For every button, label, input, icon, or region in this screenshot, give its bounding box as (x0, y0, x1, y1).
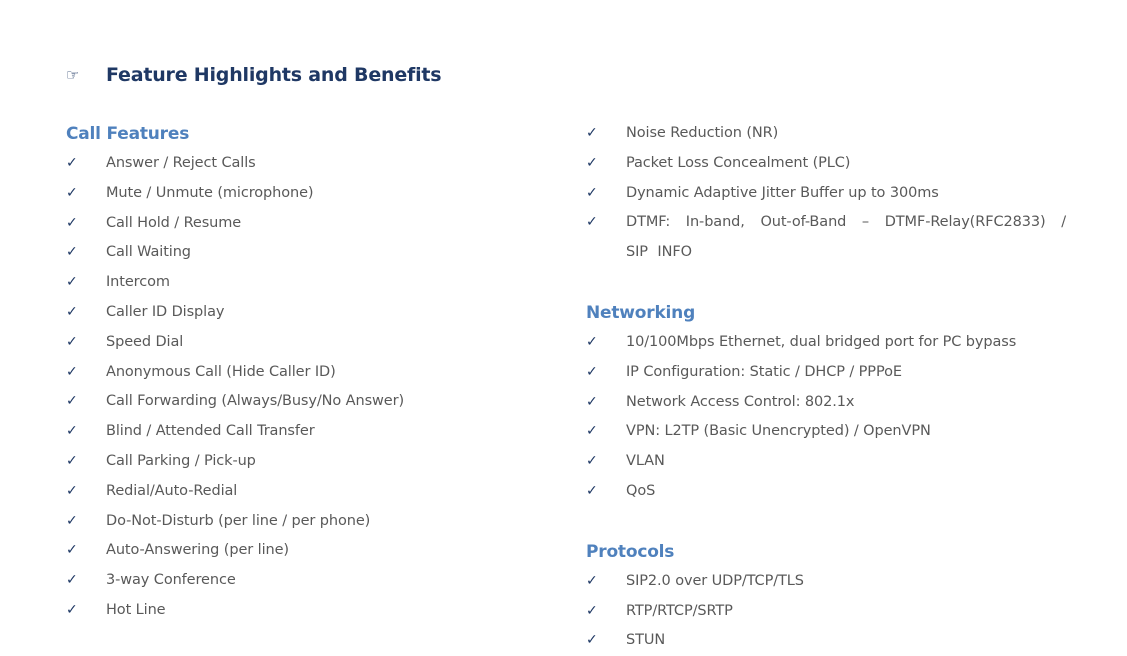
checkmark-icon: ✓ (66, 482, 78, 499)
list-item-text: Call Parking / Pick-up (106, 452, 256, 469)
checkmark-icon: ✓ (66, 274, 78, 291)
checkmark-icon: ✓ (66, 363, 78, 380)
checkmark-icon: ✓ (586, 333, 598, 350)
list-item (66, 596, 506, 626)
list-item-text: Call Hold / Resume (106, 214, 242, 231)
list-item-text: Auto-Answering (per line) (106, 542, 289, 559)
list-item-text: Hot Line (106, 601, 166, 618)
checkmark-icon: ✓ (66, 512, 78, 529)
list-item-text: STUN (626, 632, 666, 649)
checkmark-icon: ✓ (586, 423, 598, 440)
list-item-text: Blind / Attended Call Transfer (106, 423, 315, 440)
list-item (66, 268, 506, 298)
right-column (586, 119, 1066, 656)
list-item-text: SIP2.0 over UDP/TCP/TLS (626, 572, 804, 589)
list-item-text: Speed Dial (106, 333, 184, 350)
checkmark-icon: ✓ (66, 333, 78, 350)
list-item (66, 536, 506, 566)
list-item (66, 298, 506, 328)
call-features-list (66, 149, 506, 626)
checkmark-icon: ✓ (586, 602, 598, 619)
checkmark-icon: ✓ (66, 601, 78, 618)
checkmark-icon: ✓ (66, 542, 78, 559)
list-item-text: Redial/Auto-Redial (106, 482, 238, 499)
checkmark-icon: ✓ (586, 125, 598, 141)
checkmark-icon: ✓ (586, 363, 598, 380)
list-item (66, 417, 506, 447)
checkmark-icon: ✓ (586, 572, 598, 589)
list-item (66, 387, 506, 417)
list-item-text: DTMF: In-band, Out-of-Band – DTMF-Relay(RFC2833) / SIP INFO (626, 214, 1066, 261)
list-item (66, 149, 506, 179)
checkmark-icon: ✓ (66, 184, 78, 201)
checkmark-icon: ✓ (586, 632, 598, 649)
list-item (586, 328, 1066, 358)
checkmark-icon: ✓ (586, 184, 598, 201)
list-item-text: Intercom (106, 274, 170, 291)
list-item (586, 567, 1066, 597)
list-item-text: Caller ID Display (106, 303, 225, 320)
list-item-text: Noise Reduction (NR) (626, 125, 779, 141)
list-item-text: Answer / Reject Calls (106, 155, 256, 171)
list-item-text: Dynamic Adaptive Jitter Buffer up to 300ms (626, 184, 939, 201)
list-item (586, 358, 1066, 388)
list-item (66, 209, 506, 239)
networking-list (586, 328, 1066, 507)
list-item (586, 388, 1066, 418)
list-item-text: Do-Not-Disturb (per line / per phone) (106, 512, 371, 529)
list-item (586, 447, 1066, 477)
list-item-text: 3-way Conference (106, 572, 236, 589)
list-item-text: VLAN (626, 453, 665, 470)
section-heading-networking: Networking (586, 302, 696, 323)
checkmark-icon: ✓ (586, 453, 598, 470)
checkmark-icon: ✓ (66, 572, 78, 589)
list-item-text: 10/100Mbps Ethernet, dual bridged port for PC bypass (626, 333, 1017, 350)
section-spacer (586, 507, 1066, 537)
checkmark-icon: ✓ (66, 303, 78, 320)
list-item (66, 566, 506, 596)
list-item (586, 477, 1066, 507)
list-item-text: Network Access Control: 802.1x (626, 393, 855, 410)
list-item (586, 208, 1066, 268)
section-heading-protocols: Protocols (586, 541, 675, 562)
list-item (586, 149, 1066, 179)
checkmark-icon: ✓ (66, 452, 78, 469)
checkmark-icon: ✓ (586, 154, 598, 171)
pointing-hand-icon: ☞ (66, 65, 80, 84)
checkmark-icon: ✓ (66, 214, 78, 231)
list-item-text: Packet Loss Concealment (PLC) (626, 154, 851, 171)
checkmark-icon: ✓ (586, 214, 598, 231)
list-item-text: RTP/RTCP/SRTP (626, 602, 733, 619)
left-column (66, 119, 506, 626)
list-item-text: Anonymous Call (Hide Caller ID) (106, 363, 336, 380)
section-heading-call-features: Call Features (66, 124, 190, 144)
section-spacer (586, 268, 1066, 298)
page-title: Feature Highlights and Benefits (106, 64, 442, 86)
checkmark-icon: ✓ (66, 423, 78, 440)
list-item (66, 358, 506, 388)
list-item-text: Call Forwarding (Always/Busy/No Answer) (106, 393, 405, 410)
list-item-text: QoS (626, 482, 656, 499)
list-item-text: Mute / Unmute (microphone) (106, 184, 314, 201)
checkmark-icon: ✓ (586, 393, 598, 410)
list-item (66, 328, 506, 358)
protocols-list (586, 567, 1066, 656)
list-item-text: Call Waiting (106, 244, 191, 261)
list-item-text: VPN: L2TP (Basic Unencrypted) / OpenVPN (626, 423, 931, 440)
checkmark-icon: ✓ (66, 155, 78, 171)
list-item (586, 417, 1066, 447)
list-item-text: IP Configuration: Static / DHCP / PPPoE (626, 363, 902, 380)
list-item (586, 626, 1066, 656)
list-item (66, 179, 506, 209)
list-item (586, 179, 1066, 209)
voice-features-list (586, 119, 1066, 268)
list-item (66, 238, 506, 268)
checkmark-icon: ✓ (66, 244, 78, 261)
list-item (586, 119, 1066, 149)
checkmark-icon: ✓ (586, 482, 598, 499)
list-item (66, 447, 506, 477)
list-item (66, 477, 506, 507)
page-header (66, 60, 441, 90)
list-item (586, 597, 1066, 627)
list-item (66, 507, 506, 537)
checkmark-icon: ✓ (66, 393, 78, 410)
